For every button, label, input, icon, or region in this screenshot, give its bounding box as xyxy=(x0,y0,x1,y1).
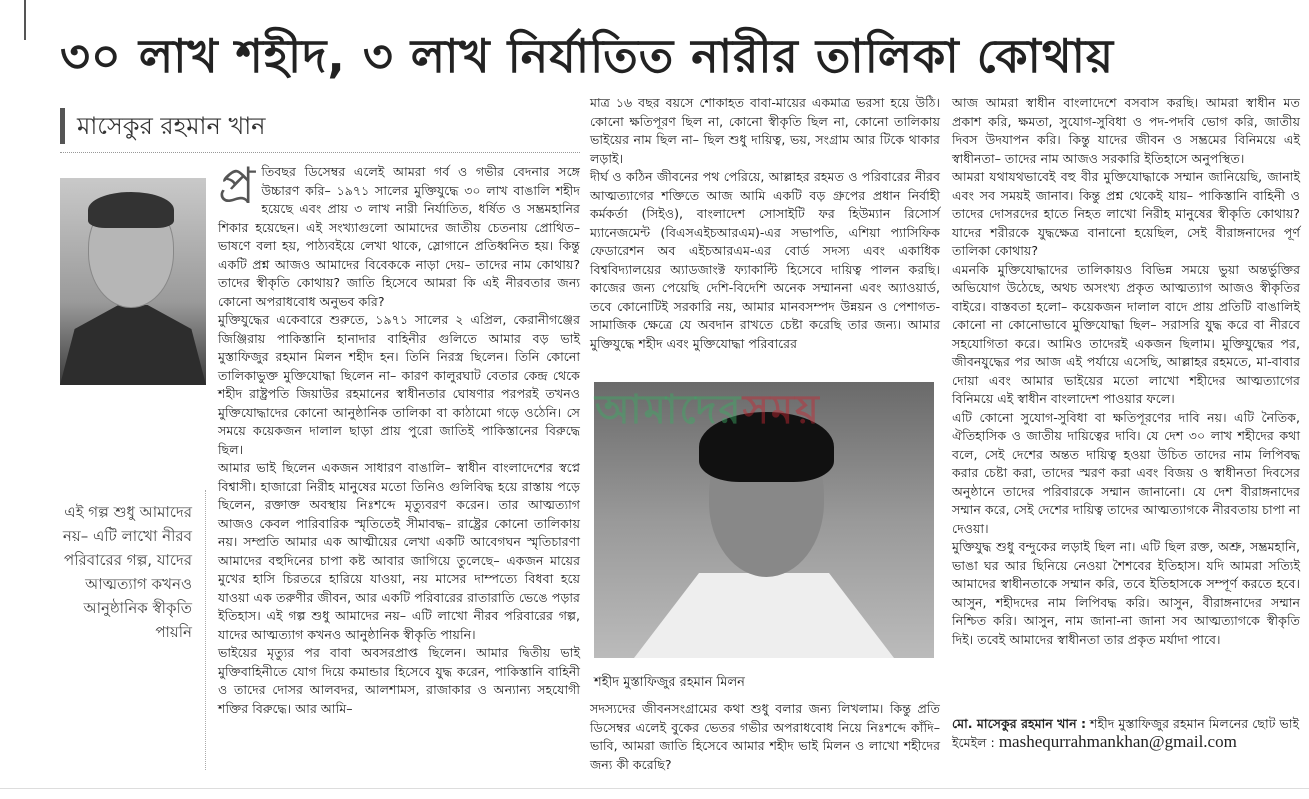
article-column-2 xyxy=(590,94,940,353)
paragraph: সদস্যদের জীবনসংগ্রামের কথা শুধু বলার জন্য লিখলাম। কিন্তু প্রতি ডিসেম্বর এলেই বুকের ভেতর গভীর অপরাধবোধ নিয়ে নিঃশব্দে কাঁদি– ভাবি, আমরা জাতি হিসেবে আমার শহীদ ভাই মিলন ও লাখো শহীদের জন্য কী করেছি? xyxy=(590,701,940,772)
paragraph: দীর্ঘ ও কঠিন জীবনের পথ পেরিয়ে, আল্লাহর রহমত ও পরিবারের নীরব আত্মত্যাগের শক্তিতে আজ আমি একটি বড় গ্রুপের প্রধান নির্বাহী কর্মকর্তা (সিইও), বাংলাদেশ সোসাইটি ফর হিউম্যান রিসোর্স ম্যানেজমেন্ট (বিএসএইচআরএম)-এর সভাপতি, এশিয়া প্যাসিফিক ফেডারেশন অব এইচআরএম-এর বোর্ড সদস্য এবং একাধিক বিশ্ববিদ্যালয়ের অ্যাডজাংক্ট ফ্যাকাল্টি হিসেবে দায়িত্ব পালন করছি। কাজের জন্য পেয়েছি দেশি-বিদেশি অনেক সম্মাননা এবং অ্যাওয়ার্ড, তবে কোনোটিই সরকারি নয়, আমার মানবসম্পদ উন্নয়ন ও পেশাগত-সামাজিক ক্ষেত্রে যে অবদান রাখতে চেষ্টা করেছি তার জন্য। আমার মুক্তিযুদ্ধে শহীদ এবং মুক্তিযোদ্ধা পরিবারের xyxy=(590,169,940,351)
author-email[interactable]: mashequrrahmankhan@gmail.com xyxy=(998,732,1237,751)
byline: মাসেকুর রহমান খান xyxy=(60,108,266,144)
author-photo xyxy=(60,178,206,385)
author-signature xyxy=(952,715,1300,752)
paragraph xyxy=(218,157,580,311)
headline: ৩০ লাখ শহীদ, ৩ লাখ নির্যাতিত নারীর তালিকা কোথায় xyxy=(60,29,1115,83)
article-column-2-continued xyxy=(590,700,940,774)
paragraph-text: তিবছর ডিসেম্বর এলেই আমরা গর্ব ও গভীর বেদনার সঙ্গে উচ্চারণ করি– ১৯৭১ সালের মুক্তিযুদ্ধে ৩০ লাখ বাঙালি শহীদ হয়েছে এবং প্রায় ৩ লাখ নারী নির্যাতিত, ধর্ষিত ও সম্ভ্রমহানির শিকার হয়েছেন। এই সংখ্যাগুলো আমাদের জাতীয় চেতনায় প্রোথিত– ভাষণে বলা হয়, পাঠ্যবইয়ে লেখা থাকে, স্লোগানে প্রতিধ্বনিত হয়। কিন্তু একটি প্রশ্ন আজও আমাদের বিবেককে নাড়া দেয়– তাদের নাম কোথায়? তাদের স্বীকৃতি কোথায়? জাতি হিসেবে আমরা কি এই নীরবতার জন্য কোনো অপরাধবোধ অনুভব করি? xyxy=(218,164,580,309)
paragraph: আমার ভাই ছিলেন একজন সাধারণ বাঙালি– স্বাধীন বাংলাদেশের স্বপ্নে বিশ্বাসী। হাজারো নিরীহ মানুষের মতো তিনিও গুলিবিদ্ধ হয়ে রাস্তায় পড়ে ছিলেন, রক্তাক্ত অবস্থায় নিঃশব্দে মৃত্যুবরণ করেন। তার আত্মত্যাগ আজও কেবল পারিবারিক স্মৃতিতেই সীমাবদ্ধ– রাষ্ট্রের কোনো তালিকায় নয়। সম্প্রতি আমার এক আত্মীয়ের লেখা একটি আবেগঘন স্মৃতিচারণা আমাদের বহুদিনের চাপা কষ্ট আবার জাগিয়ে তুলেছে– একজন মায়ের মুখের হাসি চিরতরে হারিয়ে যাওয়া, নয় মাসের দাম্পত্যে বিধবা হয়ে যাওয়া এক তরুণীর জীবন, আর একটি পরিবারের রাতারাতি ভেঙে পড়ার ইতিহাস। এই গল্প শুধু আমাদের নয়– এটি লাখো নীরব পরিবারের গল্প, যাদের আত্মত্যাগ কখনও আনুষ্ঠানিক স্বীকৃতি পায়নি। xyxy=(218,460,580,642)
paragraph: মুক্তিযুদ্ধ শুধু বন্দুকের লড়াই ছিল না। এটি ছিল রক্ত, অশ্রু, সম্ভ্রমহানি, ভাঙা ঘর আর ছিনিয়ে নেওয়া শৈশবের ইতিহাস। যদি আমরা সত্যিই আমাদের স্বাধীনতাকে সম্মান করি, তবে ইতিহাসকে সম্পূর্ণ করতে হবে। আসুন, শহীদদের নাম লিপিবদ্ধ করি। আসুন, বীরাঙ্গনাদের সম্মান নিশ্চিত করি। আসুন, নাম জানা-না জানা সব আত্মত্যাগকে স্বীকৃতি দিই। তবেই আমাদের স্বাধীনতা তার প্রকৃত মর্যাদা পাবে। xyxy=(952,539,1300,647)
paragraph: আমরা যথাযথভাবেই বহু বীর মুক্তিযোদ্ধাকে সম্মান জানিয়েছি, জানাই এবং সব সময়ই জানাব। কিন্তু প্রশ্ন থেকেই যায়– পাকিস্তানি বাহিনী ও তাদের দোসরদের হাতে নিহত লাখো নিরীহ মানুষের স্বীকৃতি কোথায়? যাদের শরীরকে যুদ্ধক্ষেত্র বানানো হয়েছিল, সেই বীরাঙ্গনাদের পূর্ণ তালিকা কোথায়? xyxy=(952,169,1300,258)
divider xyxy=(205,490,206,770)
article-column-3 xyxy=(952,94,1300,649)
email-label: ইমেইল : xyxy=(952,735,995,750)
photo-caption: শহীদ মুস্তাফিজুর রহমান মিলন xyxy=(594,675,745,690)
article-column-1 xyxy=(218,157,580,718)
paragraph: আজ আমরা স্বাধীন বাংলাদেশে বসবাস করছি। আমরা স্বাধীন মত প্রকাশ করি, ক্ষমতা, সুযোগ-সুবিধা ও পদ-পদবি ভোগ করি, জাতীয় দিবস উদযাপন করি। কিন্তু যাদের জীবন ও সম্ভ্রমের বিনিময়ে এই স্বাধীনতা– তাদের নাম আজও সরকারি ইতিহাসে অনুপস্থিত। xyxy=(952,95,1300,166)
divider xyxy=(60,152,580,153)
author-description: শহীদ মুস্তাফিজুর রহমান মিলনের ছোট ভাই xyxy=(1090,716,1300,731)
page-edge-mark xyxy=(24,0,26,40)
paragraph: মুক্তিযুদ্ধের একেবারে শুরুতে, ১৯৭১ সালের ২ এপ্রিল, কেরানীগঞ্জের জিঞ্জিরায় পাকিস্তানি হানাদার বাহিনীর গুলিতে আমার বড় ভাই মুস্তাফিজুর রহমান মিলন শহীদ হন। তিনি নিরস্ত্র ছিলেন। তিনি কোনো তালিকাভুক্ত মুক্তিযোদ্ধা ছিলেন না– কারণ কালুরঘাট বেতার কেন্দ্র থেকে শহীদ রাষ্ট্রপতি জিয়াউর রহমানের স্বাধীনতার ঘোষণার পরপরই তখনও মুক্তিযোদ্ধাদের কোনো আনুষ্ঠানিক তালিকা বা কাঠামো গড়ে ওঠেনি। সে সময়ে কয়েকজন দালাল ছাড়া প্রায় পুরো জাতিই পাকিস্তানের বিরুদ্ধে ছিল। xyxy=(218,312,580,457)
paragraph: ভাইয়ের মৃত্যুর পর বাবা অবসরপ্রাপ্ত ছিলেন। আমার দ্বিতীয় ভাই মুক্তিবাহিনীতে যোগ দিয়ে কমান্ডার হিসেবে যুদ্ধ করেন, পাকিস্তানি বাহিনী ও তাদের দোসর আলবদর, আলশামস, রাজাকার ও অন্যান্য সহযোগী শক্তির বিরুদ্ধে। আর আমি– xyxy=(218,645,580,716)
pull-quote: এই গল্প শুধু আমাদের নয়– এটি লাখো নীরব পরিবারের গল্প, যাদের আত্মত্যাগ কখনও আনুষ্ঠানিক স্বীকৃতি পায়নি xyxy=(62,503,192,641)
paragraph: এটি কোনো সুযোগ-সুবিধা বা ক্ষতিপূরণের দাবি নয়। এটি নৈতিক, ঐতিহাসিক ও জাতীয় দায়িত্বের দাবি। যে দেশ ৩০ লাখ শহীদের কথা বলে, সেই দেশের অন্তত দায়িত্ব হওয়া উচিত তাদের নাম লিপিবদ্ধ করার চেষ্টা করা, তাদের স্মরণ করা এবং বিজয় ও স্বাধীনতা দিবসের অনুষ্ঠানে তাদের পরিবারকে সম্মান জানানো। যে দেশ বীরাঙ্গনাদের সম্মান করে, সেই দেশের দায়িত্ব তাদের আত্মত্যাগকে নীরবতায় চাপা না দেওয়া। xyxy=(952,409,1300,536)
author-name: মো. মাসেকুর রহমান খান : xyxy=(952,716,1087,731)
page-bottom-edge xyxy=(0,788,1309,798)
watermark-logo: আমাদেরসময় xyxy=(595,387,821,433)
dropcap: প্র xyxy=(218,157,256,215)
paragraph: মাত্র ১৬ বছর বয়সে শোকাহত বাবা-মায়ের একমাত্র ভরসা হয়ে উঠি। কোনো ক্ষতিপূরণ ছিল না, কোনো স্বীকৃতি ছিল না, কোনো তালিকায় ভাইয়ের নাম ছিল না– ছিল শুধু দায়িত্ব, ভয়, সংগ্রাম আর টিকে থাকার লড়াই। xyxy=(590,95,940,166)
paragraph: এমনকি মুক্তিযোদ্ধাদের তালিকায়ও বিভিন্ন সময়ে ভুয়া অন্তর্ভুক্তির অভিযোগ উঠেছে, অথচ অসংখ্য প্রকৃত আত্মত্যাগ আজও স্বীকৃতির বাইরে। বাস্তবতা হলো– কয়েকজন দালাল বাদে প্রায় প্রতিটি বাঙালিই কোনো না কোনোভাবে মুক্তিযোদ্ধা ছিল– সরাসরি যুদ্ধ করে বা নীরবে সহযোগিতা করে। আমিও তাদেরই একজন ছিলাম। মুক্তিযুদ্ধের পর, জীবনযুদ্ধের পর আজ এই পর্যায়ে এসেছি, আল্লাহর রহমতে, মা-বাবার দোয়া এবং আমার ভাইয়ের মতো লাখো শহীদের আত্মত্যাগের বিনিময়ে এই স্বাধীন বাংলাদেশ পাওয়ার ফলে। xyxy=(952,261,1300,406)
